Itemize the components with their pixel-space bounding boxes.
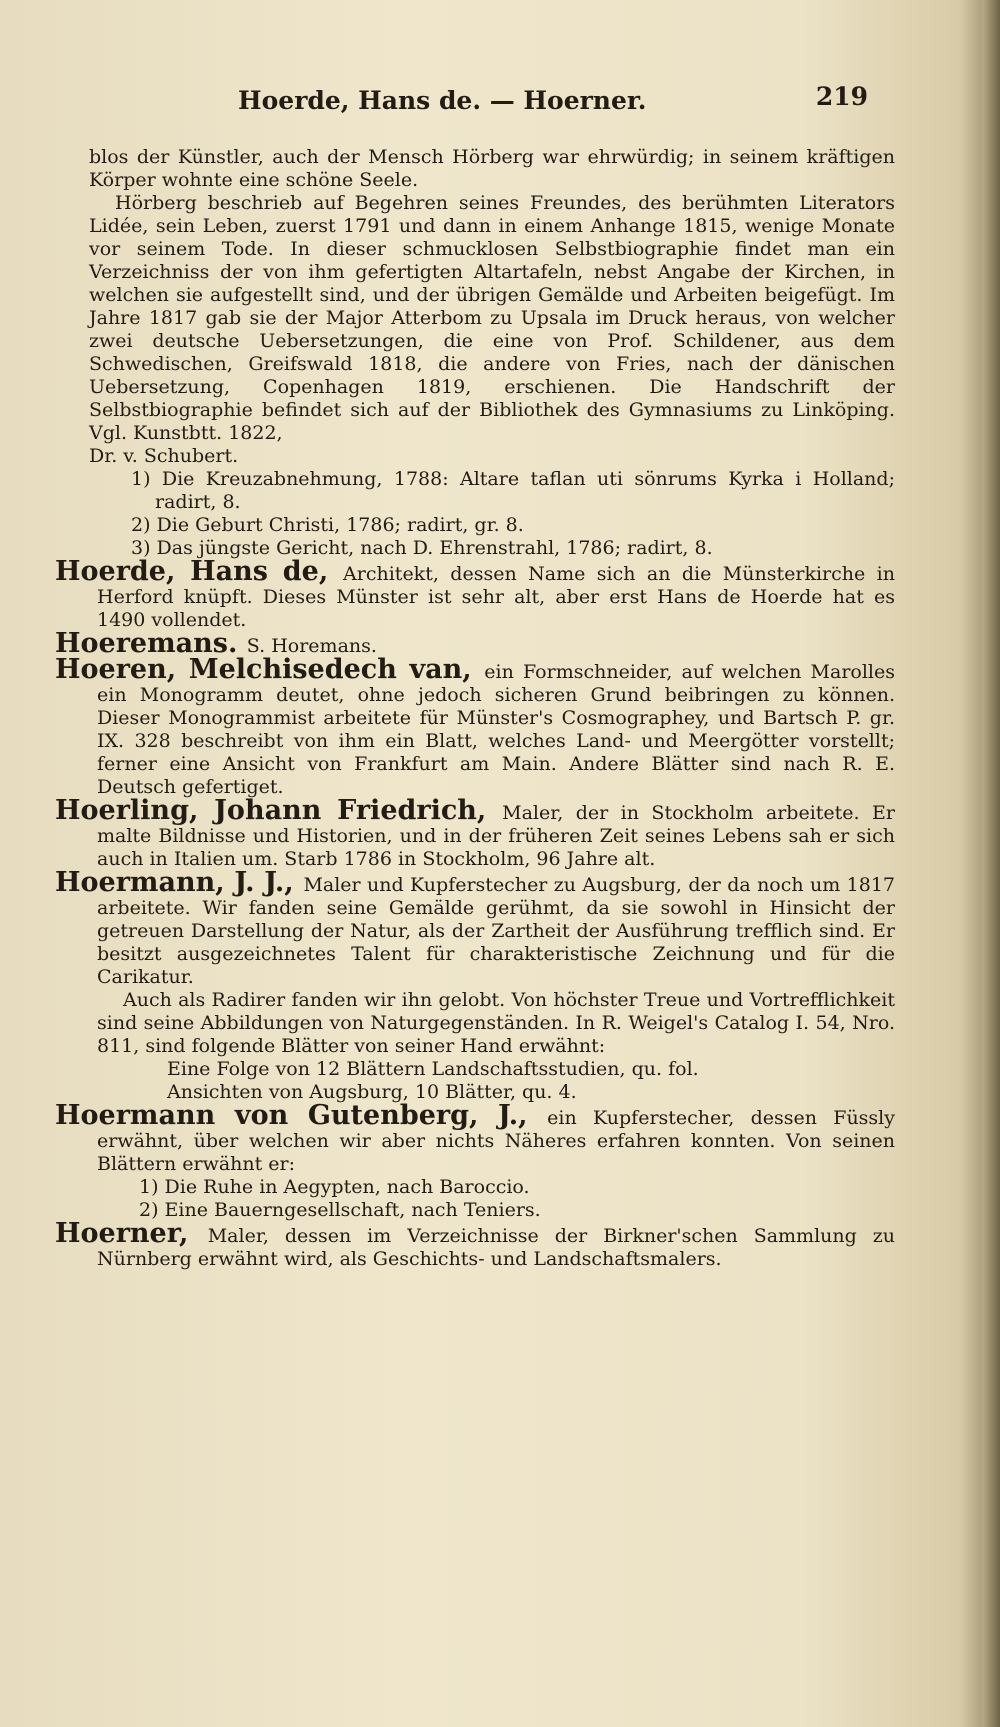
- hoerberg-continuation: [55, 146, 895, 560]
- page-number: 219: [815, 82, 868, 111]
- intro-paragraph-1: blos der Künstler, auch der Mensch Hörberg war ehrwürdig; in seinem kräftigen Körper wohnte eine schöne Seele.: [89, 146, 895, 191]
- hoerberg-work-2: 2) Die Geburt Christi, 1786; radirt, gr. 8.: [131, 514, 524, 536]
- entry-hoeremans-text: S. Horemans.: [246, 635, 377, 657]
- entry-hoerner-text: Maler, dessen im Verzeichnisse der Birkner'schen Sammlung zu Nürnberg erwähnt wird, als Geschichts- und Landschaftsmalers.: [97, 1225, 895, 1270]
- entry-hoeren: [55, 654, 895, 799]
- gutenberg-work-1: 1) Die Ruhe in Aegypten, nach Baroccio.: [139, 1176, 530, 1198]
- entry-hoerner-head: Hoerner,: [55, 1218, 208, 1249]
- header-title: Hoerde, Hans de. — Hoerner.: [238, 86, 647, 115]
- page-body: [55, 146, 895, 1271]
- entry-hoermann-head: Hoermann, J. J.,: [55, 867, 304, 898]
- entry-hoermann: [55, 867, 895, 1104]
- entry-hoerling-text: Maler, der in Stockholm arbeitete. Er malte Bildnisse und Historien, und in der früheren Zeit seines Lebens sah er sich auch in Italien um. Starb 1786 in Stockholm, 96 Jahre alt.: [97, 802, 895, 870]
- entry-gutenberg-main: [55, 1100, 895, 1176]
- entry-hoeren-head: Hoeren, Melchisedech van,: [55, 654, 485, 685]
- running-header: [238, 82, 868, 126]
- hoermann-work-1: Eine Folge von 12 Blättern Landschaftsstudien, qu. fol.: [167, 1058, 699, 1080]
- entry-gutenberg-text: ein Kupferstecher, dessen Füssly erwähnt, über welchen wir aber nichts Näheres erfahren konnten. Von seinen Blättern erwähnt er:: [97, 1107, 895, 1175]
- intro-signature: Dr. v. Schubert.: [89, 445, 239, 467]
- entry-hoeremans-head: Hoeremans.: [55, 628, 247, 659]
- intro-paragraph-2: Hörberg beschrieb auf Begehren seines Freundes, des berühmten Literators Lidée, sein Leben, zuerst 1791 und dann in einem Anhange 1815, wenige Monate vor seinem Tode. In dieser schmucklosen Selbstbiographie findet man ein Verzeichniss der von ihm gefertigten Altartafeln, nebst Angabe der Kirchen, in welchen sie aufgestellt sind, und der übrigen Gemälde und Arbeiten beigefügt. Im Jahre 1817 gab sie der Major Atterbom zu Upsala im Druck heraus, von welcher zwei deutsche Uebersetzungen, die eine von Prof. Schildener, aus dem Schwedischen, Greifswald 1818, die andere von Fries, nach der dänischen Uebersetzung, Copenhagen 1819, erschienen. Die Handschrift der Selbstbiographie befindet sich auf der Bibliothek des Gymnasiums zu Linköping. Vgl. Kunstbtt. 1822,: [89, 192, 895, 444]
- gutenberg-work-2: 2) Eine Bauerngesellschaft, nach Teniers.: [139, 1199, 541, 1221]
- entry-hoerling: [55, 795, 895, 871]
- entry-hoerde-text: Architekt, dessen Name sich an die Münsterkirche in Herford knüpft. Dieses Münster ist sehr alt, aber erst Hans de Hoerde hat es 1490 vollendet.: [97, 563, 895, 631]
- entry-hoermann-gutenberg: [55, 1100, 895, 1222]
- entry-hoerner: [55, 1218, 895, 1271]
- page-spine-shadow: [982, 0, 1000, 1727]
- entry-hoermann-text: Maler und Kupferstecher zu Augsburg, der da noch um 1817 arbeitete. Wir fanden seine Gemälde gerühmt, da sie sowohl in Hinsicht der getreuen Darstellung der Natur, als der Zartheit der Ausführung trefflich sind. Er besitzt ausgezeichnetes Talent für charakteristische Zeichnung und für die Carikatur.: [97, 874, 895, 988]
- entry-hoerde: [55, 556, 895, 632]
- entry-hoermann-main: [55, 867, 895, 989]
- hoermann-work-2: Ansichten von Augsburg, 10 Blätter, qu. 4.: [167, 1081, 577, 1103]
- entry-hoeren-text: ein Formschneider, auf welchen Marolles ein Monogramm deutet, ohne jedoch sicheren Grund beibringen zu können. Dieser Monogrammist arbeitete für Münster's Cosmographey, und Bartsch P. gr. IX. 328 beschreibt von ihm ein Blatt, welches Land- und Meergötter vorstellt; ferner eine Ansicht von Frankfurt am Main. Andere Blätter sind nach R. E. Deutsch gefertiget.: [97, 661, 895, 798]
- entry-hoermann-para-2: Auch als Radirer fanden wir ihn gelobt. Von höchster Treue und Vortrefflichkeit sind seine Abbildungen von Naturgegenständen. In R. Weigel's Catalog I. 54, Nro. 811, sind folgende Blätter von seiner Hand erwähnt:: [97, 989, 895, 1057]
- entry-gutenberg-head: Hoermann von Gutenberg, J.,: [55, 1100, 548, 1131]
- hoerberg-work-1: 1) Die Kreuzabnehmung, 1788: Altare taflan uti sönrums Kyrka i Holland; radirt, 8.: [131, 468, 895, 513]
- entry-hoerling-head: Hoerling, Johann Friedrich,: [55, 795, 503, 826]
- hoerberg-work-3: 3) Das jüngste Gericht, nach D. Ehrenstrahl, 1786; radirt, 8.: [131, 537, 713, 559]
- entry-hoerde-head: Hoerde, Hans de,: [55, 556, 344, 587]
